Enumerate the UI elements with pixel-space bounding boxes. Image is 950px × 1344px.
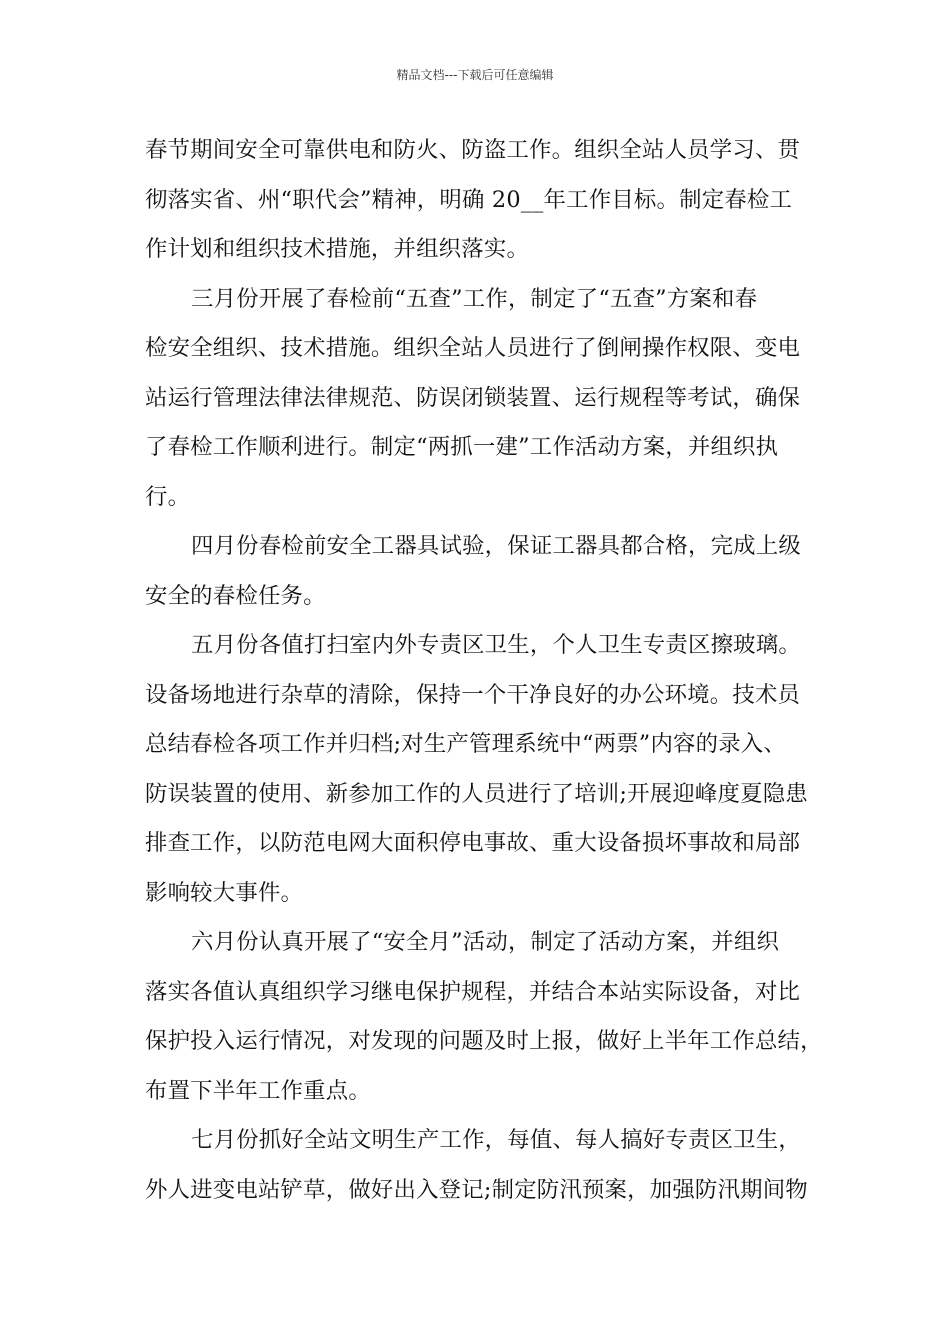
text-line: 布置下半年工作重点。 (145, 1077, 371, 1104)
paragraph (145, 522, 835, 621)
text-line: 防误装置的使用、新参加工作的人员进行了培训;开展迎峰度夏隐患 (145, 780, 808, 807)
paragraph (145, 1116, 835, 1215)
text-line: 三月份开展了春检前“五查”工作，制定了“五查”方案和春 (191, 285, 758, 312)
text-line: 影响较大事件。 (145, 879, 304, 906)
text-line: 检安全组织、技术措施。组织全站人员进行了倒闸操作权限、变电 (145, 335, 801, 361)
text-line: 六月份认真开展了“安全月”活动，制定了活动方案，并组织 (191, 929, 780, 955)
text-line: 站运行管理法律法律规范、防误闭锁装置、运行规程等考试，确保 (145, 384, 801, 411)
text-line: 外人进变电站铲草，做好出入登记;制定防汛预案，加强防汛期间物 (145, 1176, 808, 1203)
text-line: 作计划和组织技术措施，并组织落实。 (145, 236, 530, 262)
text-line: 排查工作，以防范电网大面积停电事故、重大设备损坏事故和局部 (145, 830, 801, 856)
paragraph (145, 918, 835, 1116)
text-line: 行。 (145, 483, 191, 510)
page-header: 精品文档---下载后可任意编辑 (396, 68, 554, 82)
document-body (145, 126, 835, 1215)
paragraph (145, 275, 835, 523)
text-line: 落实各值认真组织学习继电保护规程，并结合本站实际设备，对比 (145, 978, 801, 1005)
text-line: 春节期间安全可靠供电和防火、防盗工作。组织全站人员学习、贯 (145, 137, 801, 163)
text-line: 总结春检各项工作并归档;对生产管理系统中“两票”内容的录入、 (145, 731, 786, 757)
text-line: 四月份春检前安全工器具试验，保证工器具都合格，完成上级 (191, 533, 801, 559)
text-line: 了春检工作顺利进行。制定“两抓一建”工作活动方案，并组织执 (145, 434, 779, 460)
text-line: 彻落实省、州“职代会”精神，明确 20__年工作目标。制定春检工 (145, 186, 793, 213)
text-line: 七月份抓好全站文明生产工作，每值、每人搞好专责区卫生， (191, 1127, 801, 1153)
paragraph (145, 621, 835, 918)
text-line: 设备场地进行杂草的清除，保持一个干净良好的办公环境。技术员 (145, 681, 801, 708)
text-line: 五月份各值打扫室内外专责区卫生，个人卫生专责区擦玻璃。 (191, 632, 801, 658)
text-line: 保护投入运行情况，对发现的问题及时上报，做好上半年工作总结， (145, 1028, 823, 1054)
text-line: 安全的春检任务。 (145, 582, 326, 609)
paragraph (145, 126, 835, 275)
